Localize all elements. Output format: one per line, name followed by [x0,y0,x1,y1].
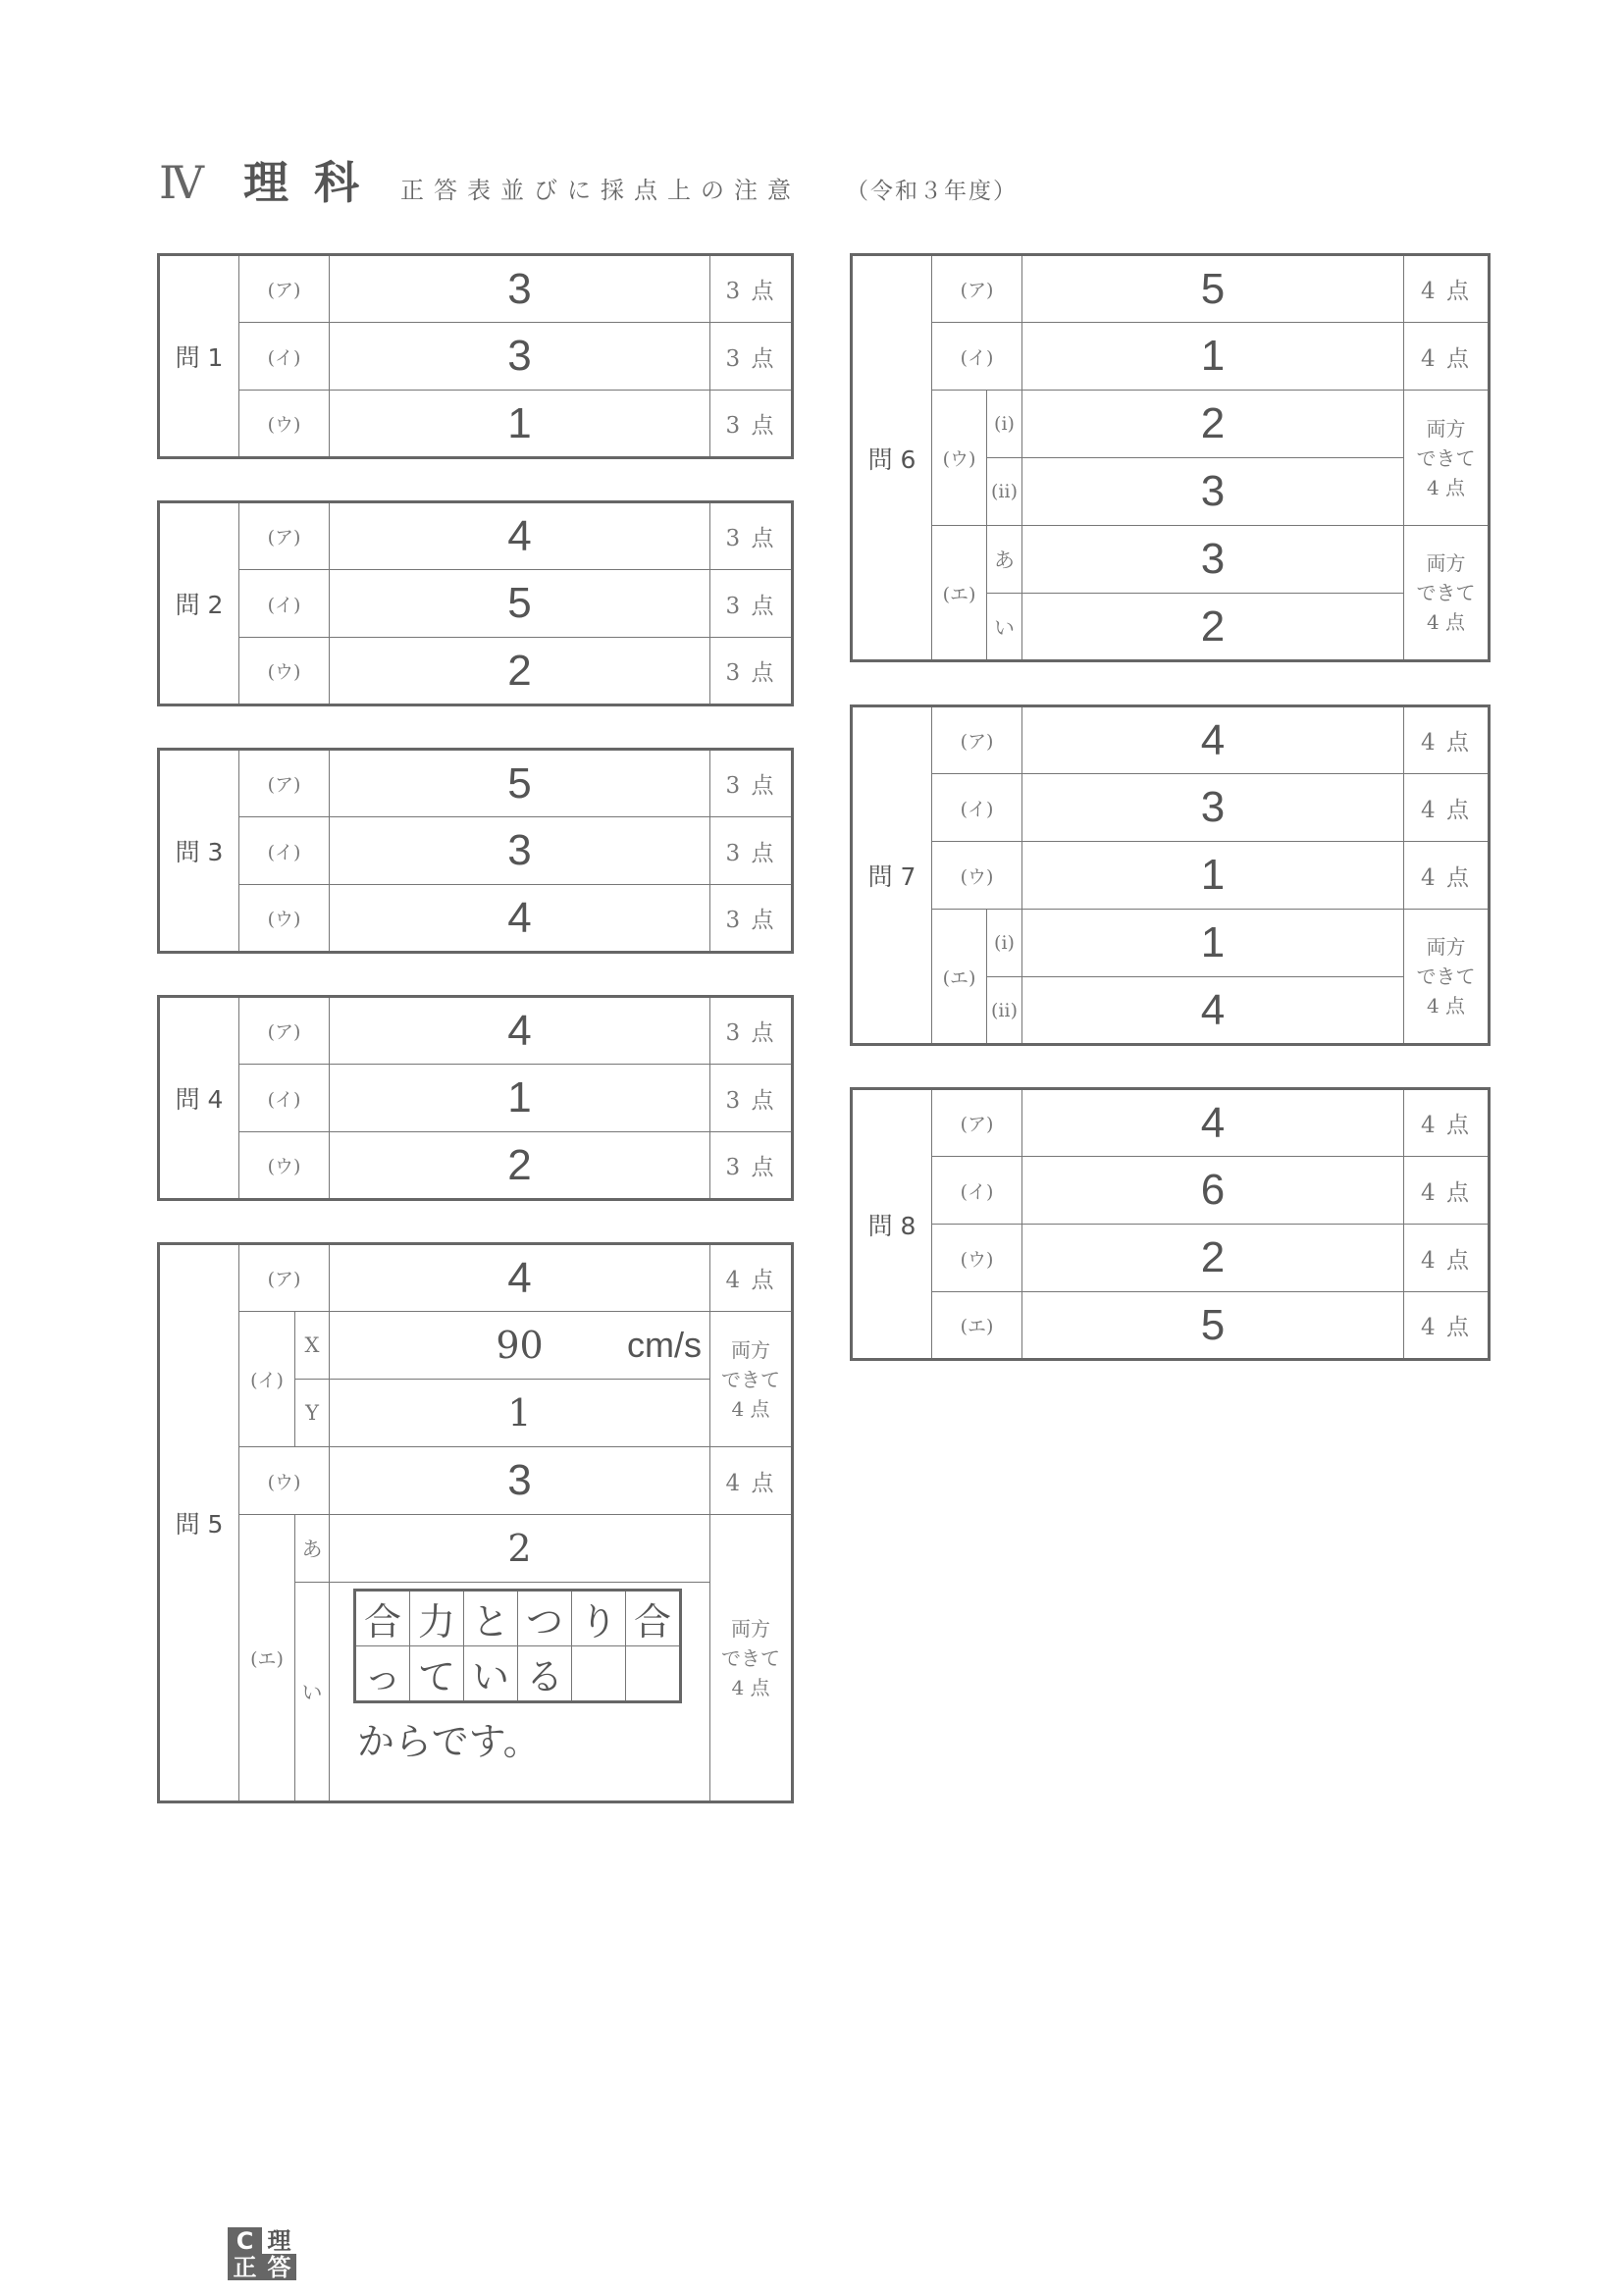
points-note: できて [1416,965,1476,988]
points: 4 点 [1404,774,1490,842]
row-label: (ⅰ) [987,391,1022,458]
written-answer [330,1583,710,1802]
grid-cell: い [464,1646,518,1702]
sub-label: (イ) [239,323,330,391]
points-note: 両方 [1426,935,1466,959]
points: 3 点 [710,1132,793,1200]
sub-label: (ア) [932,706,1022,774]
grid-cell [572,1646,626,1702]
answer: 2 [1022,594,1404,661]
question-label: 問 8 [852,1089,932,1360]
row-label: い [295,1583,330,1802]
points: 4 点 [1404,1157,1490,1225]
sub-label: (ア) [239,1244,330,1312]
answer: 1 [1022,842,1404,910]
answer: 3 [330,817,710,885]
points: 4 点 [1404,1292,1490,1360]
points-note: 4 点 [731,1675,770,1699]
answer: 3 [1022,774,1404,842]
points-note: 両方 [1426,551,1466,575]
answer: 5 [1022,255,1404,323]
grid-cell: つ [518,1591,572,1646]
points: 4 点 [1404,842,1490,910]
answer: 5 [330,750,710,817]
question-label: 問 6 [852,255,932,661]
answer-unit: cm/s [627,1325,703,1365]
answer: 1 [1022,910,1404,977]
document-year: （令和３年度） [845,179,1018,204]
question-label: 問 5 [159,1244,239,1802]
points-note: できて [1416,445,1476,470]
points: 3 点 [710,391,793,458]
points: 3 点 [710,255,793,323]
sub-label: (イ) [239,570,330,638]
answer: 3 [1022,526,1404,594]
answer: 2 [1022,391,1404,458]
sub-label: (ア) [239,750,330,817]
combined-points [1404,910,1490,1045]
points: 3 点 [710,750,793,817]
sub-label: (エ) [932,910,987,1045]
points-note: 両方 [731,1337,771,1362]
row-label: Y [295,1380,330,1447]
sub-label: (イ) [932,1157,1022,1225]
points: 3 点 [710,323,793,391]
sub-label: (ウ) [239,1132,330,1200]
answer: 1 [330,1065,710,1132]
sub-label: (イ) [932,323,1022,391]
sub-label: (ア) [932,255,1022,323]
question-label: 問 2 [159,502,239,705]
row-label: (ⅰ) [987,910,1022,977]
combined-points [1404,391,1490,526]
document-title: 正答表並びに採点上の注意 [399,177,801,204]
answer-y: 1 [330,1380,710,1447]
question-5-table [157,1242,794,1803]
answer: 4 [1022,1089,1404,1157]
points: 4 点 [1404,1089,1490,1157]
points: 4 点 [710,1447,793,1515]
row-label: (ⅱ) [987,458,1022,526]
row-label: あ [987,526,1022,594]
sub-label: (ウ) [932,842,1022,910]
question-3-table [157,748,794,954]
grid-cell: 合 [626,1591,681,1646]
answer: 6 [1022,1157,1404,1225]
points: 3 点 [710,885,793,953]
points-note: できて [721,1367,781,1391]
answer: 2 [1022,1225,1404,1292]
sub-label: (エ) [932,1292,1022,1360]
points: 3 点 [710,817,793,885]
stamp-cell: C [228,2227,262,2254]
points-note: 両方 [1426,416,1466,441]
sub-label: (ウ) [239,1447,330,1515]
question-2-table [157,500,794,706]
question-7-table [850,704,1491,1046]
grid-cell: 力 [410,1591,464,1646]
question-label: 問 3 [159,750,239,953]
points-note: 4 点 [731,1396,770,1421]
points-note: 4 点 [1426,610,1466,634]
stamp-cell: 理 [262,2227,296,2254]
answer: 3 [330,1447,710,1515]
sub-label: (ア) [932,1089,1022,1157]
answer: 3 [1022,458,1404,526]
answer: 1 [330,391,710,458]
sub-label: (イ) [932,774,1022,842]
combined-points [1404,526,1490,661]
answer: 3 [330,323,710,391]
answer: 4 [330,1244,710,1312]
answer: 4 [330,885,710,953]
subject-title: 理科 [242,156,385,209]
answer: 5 [1022,1292,1404,1360]
answer: 5 [330,570,710,638]
grid-cell: り [572,1591,626,1646]
sub-label: (ア) [239,255,330,323]
answer: 4 [330,997,710,1065]
points: 3 点 [710,638,793,705]
points: 4 点 [710,1244,793,1312]
answer: 1 [1022,323,1404,391]
question-1-table [157,253,794,459]
sub-label: (ウ) [932,391,987,526]
answer: 2 [330,1515,710,1583]
row-label: (ⅱ) [987,977,1022,1045]
points: 4 点 [1404,1225,1490,1292]
points: 3 点 [710,1065,793,1132]
answer: 4 [1022,706,1404,774]
answer: 4 [1022,977,1404,1045]
answer: 4 [330,502,710,570]
sub-label: (イ) [239,1065,330,1132]
page-header [159,147,1018,209]
points: 3 点 [710,502,793,570]
sub-label: (エ) [932,526,987,661]
question-label: 問 7 [852,706,932,1045]
answer-value: 90 [496,1324,544,1367]
answer: 3 [330,255,710,323]
sub-label: (ア) [239,997,330,1065]
corner-stamp [228,2227,296,2280]
sub-label: (ウ) [239,638,330,705]
points: 4 点 [1404,255,1490,323]
question-8-table [850,1087,1491,1361]
sub-label: (ウ) [239,885,330,953]
stamp-cell: 正 [228,2254,262,2280]
sub-label: (イ) [239,1312,295,1447]
row-label: X [295,1312,330,1380]
points: 3 点 [710,997,793,1065]
points-note: できて [1416,581,1476,604]
sub-label: (イ) [239,817,330,885]
grid-cell: と [464,1591,518,1646]
grid-cell: る [518,1646,572,1702]
sub-label: (ア) [239,502,330,570]
answer: 2 [330,638,710,705]
sub-label: (エ) [239,1515,295,1802]
answer-suffix: からです。 [357,1720,541,1763]
points-note: 4 点 [1426,475,1466,499]
grid-cell: 合 [355,1591,410,1646]
points-note: 4 点 [1426,994,1466,1018]
answer-x [330,1312,710,1380]
grid-cell [626,1646,681,1702]
points: 3 点 [710,570,793,638]
question-label: 問 1 [159,255,239,458]
section-number: Ⅳ [159,156,204,209]
points-note: できて [721,1645,781,1670]
points-note: 両方 [731,1616,771,1641]
combined-points [710,1515,793,1802]
question-4-table [157,995,794,1201]
grid-cell: っ [355,1646,410,1702]
answer: 2 [330,1132,710,1200]
sub-label: (ウ) [239,391,330,458]
sub-label: (ウ) [932,1225,1022,1292]
question-label: 問 4 [159,997,239,1200]
points: 4 点 [1404,706,1490,774]
combined-points [710,1312,793,1447]
stamp-cell: 答 [262,2254,296,2280]
points: 4 点 [1404,323,1490,391]
row-label: い [987,594,1022,661]
question-6-table [850,253,1491,662]
grid-cell: て [410,1646,464,1702]
row-label: あ [295,1515,330,1583]
answer-grid [353,1589,682,1703]
